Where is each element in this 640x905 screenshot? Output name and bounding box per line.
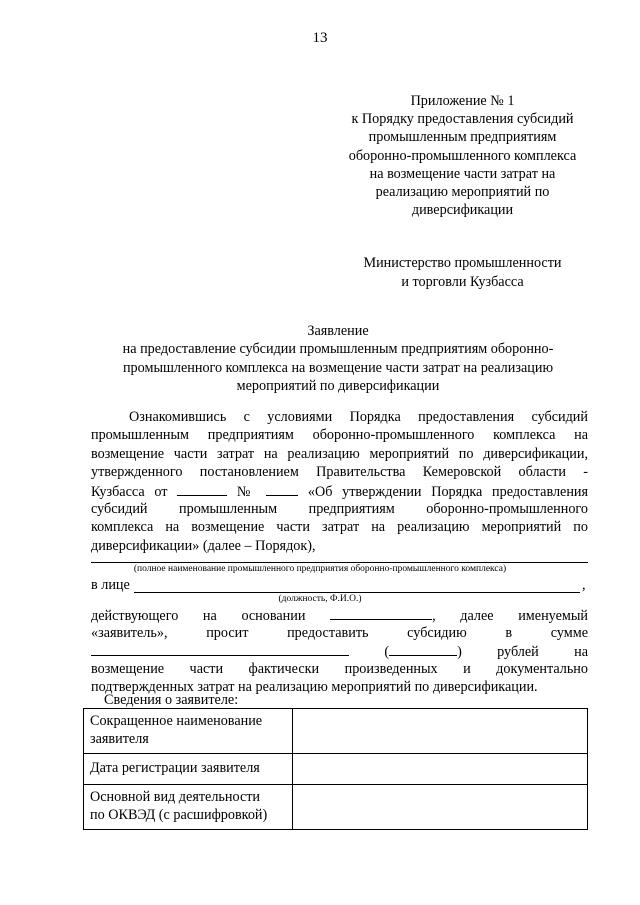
annex-line: оборонно-промышленного комплекса [348, 147, 577, 164]
intro-line-with-blanks: Кузбасса от № «Об утверждении Порядка предоставления [91, 483, 589, 500]
acting-basis-row: действующего на основании , далее именуемый [91, 608, 588, 624]
decree-number-blank[interactable] [266, 482, 298, 496]
applicant-info-table [83, 708, 588, 830]
addressee-line: и торговли Кузбасса [401, 273, 524, 290]
compensation-paragraph: возмещение части фактически произведенных и документально подтвержденных затрат на реализацию мероприятий по диверсификации. [91, 661, 588, 696]
page-number: 13 [312, 30, 328, 46]
annex-line: к Порядку предоставления субсидий [351, 111, 574, 128]
intro-line: возмещение части затрат на реализацию мероприятий по диверсификации, [91, 445, 588, 462]
row-label: Сокращенное наименование заявителя [84, 709, 293, 754]
company-name-field[interactable] [91, 562, 588, 563]
amount-words-blank[interactable] [389, 642, 457, 656]
annex-header [330, 92, 595, 219]
title-heading: Заявление [307, 323, 369, 339]
title-line: на предоставление субсидии промышленным предприятиям оборонно- [122, 341, 554, 358]
annex-line: промышленным предприятиям [368, 129, 557, 146]
title-line: мероприятий по диверсификации [236, 377, 440, 394]
request-row: «заявитель», просит предоставить субсидию в сумме [91, 625, 589, 641]
registration-date-value-cell[interactable] [293, 754, 588, 785]
table-row [84, 754, 588, 785]
title-line: промышленного комплекса на возмещение части затрат на реализацию [122, 359, 554, 376]
intro-line: промышленным предприятиям оборонно-промышленного комплекса на [91, 427, 588, 444]
row-label: Основной вид деятельности по ОКВЭД (с расшифровкой) [84, 785, 293, 830]
basis-document-blank[interactable] [330, 606, 432, 620]
amount-row: ( ) рублей на [91, 642, 588, 660]
representative-field[interactable] [134, 592, 580, 593]
short-name-value-cell[interactable] [293, 709, 588, 754]
annex-line: реализацию мероприятий по [375, 184, 550, 201]
row-label: Дата регистрации заявителя [84, 754, 293, 785]
table-row [84, 785, 588, 830]
representative-caption: (должность, Ф.И.О.) [278, 594, 362, 604]
intro-line: субсидий промышленным предприятиям оборонно-промышленного [91, 500, 588, 517]
table-row [84, 709, 588, 754]
document-title [88, 322, 588, 395]
intro-line: диверсификации» (далее – Порядок), [91, 537, 316, 554]
intro-line: утвержденного постановлением Правительства Кемеровской области - [91, 464, 588, 481]
intro-paragraph [91, 408, 588, 555]
intro-line: комплекса на возмещение части затрат на реализацию мероприятий по [91, 519, 588, 536]
annex-line: диверсификации [411, 202, 514, 219]
addressee-line: Министерство промышленности [363, 255, 562, 271]
annex-line: Приложение № 1 [410, 93, 515, 109]
addressee-block [330, 254, 595, 291]
in-person-row: в лице [91, 577, 130, 593]
intro-line: Ознакомившись с условиями Порядка предоставления субсидий [129, 409, 588, 425]
company-name-caption: (полное наименование промышленного предприятия оборонно-промышленного комплекса) [133, 564, 507, 574]
applicant-info-heading: Сведения о заявителе: [104, 692, 239, 708]
annex-line: на возмещение части затрат на [369, 165, 556, 182]
amount-figures-blank[interactable] [91, 642, 349, 656]
decree-date-blank[interactable] [177, 482, 227, 496]
okved-activity-value-cell[interactable] [293, 785, 588, 830]
in-person-comma: , [582, 577, 586, 593]
